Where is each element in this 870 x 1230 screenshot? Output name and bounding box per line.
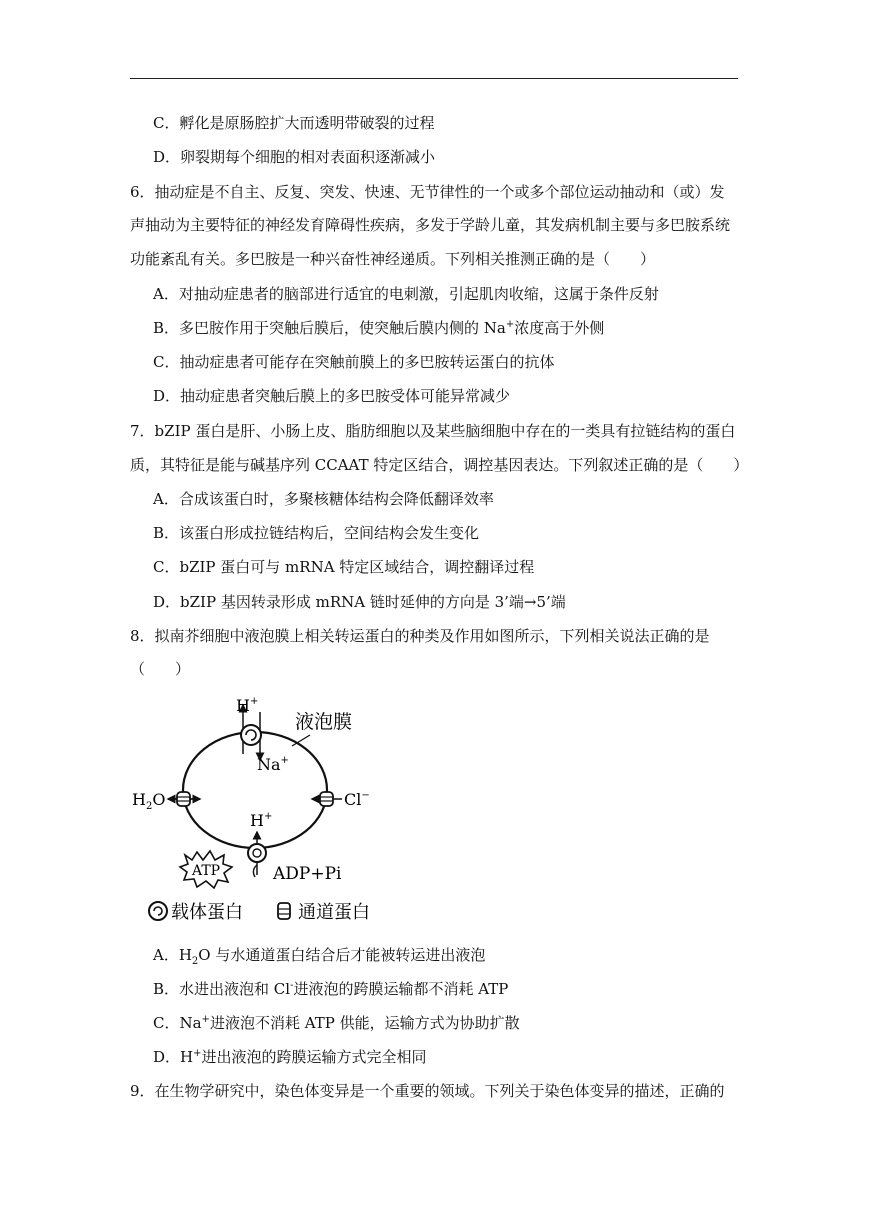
legend-channel-label: 通道蛋白 bbox=[298, 902, 370, 923]
option-text: A．$H_2O$ 与水通道蛋白结合后才能被转运进出液泡 bbox=[153, 946, 486, 967]
option-text: C．Na+进液泡不消耗 ATP 供能，运输方式为协助扩散 bbox=[153, 1014, 520, 1032]
vacuole-membrane bbox=[183, 732, 327, 848]
h2o-label: $H_2O$ bbox=[132, 790, 166, 812]
atp-pump-bottom bbox=[248, 832, 266, 877]
option-text: A．对抽动症患者的脑部进行适宜的电刺激，引起肌肉收缩，这属于条件反射 bbox=[153, 285, 659, 303]
option-text: C．孵化是原肠腔扩大而透明带破裂的过程 bbox=[153, 114, 435, 132]
option-text: C．抽动症患者可能存在突触前膜上的多巴胺转运蛋白的抗体 bbox=[153, 353, 555, 371]
question-7-text: 7．bZIP 蛋白是肝、小肠上皮、脂肪细胞以及某些脑细胞中存在的一类具有拉链结构的蛋白 bbox=[130, 422, 736, 440]
question-6-text: 6．抽动症是不自主、反复、突发、快速、无节律性的一个或多个部位运动抽动和（或）发 bbox=[130, 183, 725, 201]
h-ion-top-label: H+ bbox=[236, 696, 259, 715]
question-8-text: 8．拟南芥细胞中液泡膜上相关转运蛋白的种类及作用如图所示，下列相关说法正确的是 bbox=[130, 627, 710, 645]
vacuole-membrane-diagram bbox=[120, 690, 440, 930]
h-ion-bottom-label: H+ bbox=[250, 811, 273, 830]
option-text: D．H+进出液泡的跨膜运输方式完全相同 bbox=[153, 1048, 427, 1066]
membrane-label: 液泡膜 bbox=[295, 711, 353, 733]
legend-carrier-label: 载体蛋白 bbox=[171, 902, 243, 923]
option-text: B．该蛋白形成拉链结构后，空间结构会发生变化 bbox=[153, 524, 480, 542]
option-text: B．水进出液泡和 Cl-进液泡的跨膜运输都不消耗 ATP bbox=[153, 980, 509, 998]
channel-protein-right bbox=[312, 792, 342, 806]
question-9-text: 9．在生物学研究中，染色体变异是一个重要的领域。下列关于染色体变异的描述，正确的 bbox=[130, 1082, 725, 1100]
question-6-text: 功能紊乱有关。多巴胺是一种兴奋性神经递质。下列相关推测正确的是（ ） bbox=[130, 250, 656, 268]
option-text: D．bZIP 基因转录形成 mRNA 链时延伸的方向是 3’端→5’端 bbox=[153, 593, 566, 611]
question-7-text: 质，其特征是能与碱基序列 CCAAT 特定区结合，调控基因表达。下列叙述正确的是（ ） bbox=[130, 456, 749, 474]
question-6-text: 声抽动为主要特征的神经发育障碍性疾病，多发于学龄儿童，其发病机制主要与多巴胺系统 bbox=[130, 216, 731, 234]
option-text: B．多巴胺作用于突触后膜后，使突触后膜内侧的 Na+浓度高于外侧 bbox=[153, 319, 605, 337]
adp-pi-label: ADP+Pi bbox=[273, 864, 342, 884]
option-text: A．合成该蛋白时，多聚核糖体结构会降低翻译效率 bbox=[153, 490, 494, 508]
option-text: C．bZIP 蛋白可与 mRNA 特定区域结合，调控翻译过程 bbox=[153, 558, 535, 576]
question-8-text: （ ） bbox=[130, 660, 191, 678]
na-ion-label: Na+ bbox=[257, 755, 289, 774]
header-rule bbox=[130, 78, 738, 79]
channel-protein-legend-icon bbox=[278, 903, 290, 919]
cl-ion-label: Cl− bbox=[344, 790, 370, 809]
channel-protein-left bbox=[168, 792, 200, 806]
carrier-protein-legend-icon bbox=[149, 902, 167, 920]
option-text: D．抽动症患者突触后膜上的多巴胺受体可能异常减少 bbox=[153, 387, 511, 405]
atp-label: ATP bbox=[192, 863, 221, 879]
option-text: D．卵裂期每个细胞的相对表面积逐渐减小 bbox=[153, 148, 436, 166]
